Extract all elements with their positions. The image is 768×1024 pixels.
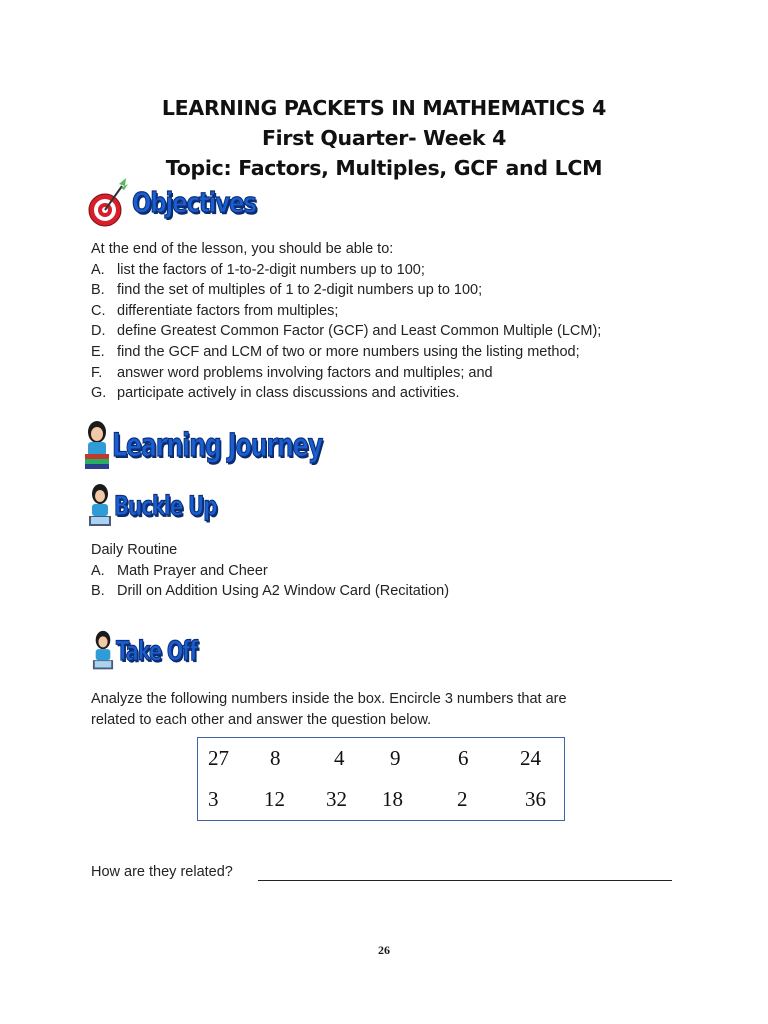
teacher-laptop-icon — [92, 630, 114, 672]
learning-journey-heading: Learning Journey — [112, 426, 323, 464]
number-cell[interactable]: 18 — [382, 787, 403, 811]
daily-routine-list — [91, 540, 449, 602]
list-item: A. list the factors of 1-to-2-digit numbers up to 100; — [91, 261, 425, 278]
number-cell[interactable]: 3 — [208, 787, 219, 811]
objectives-heading: Objectives — [132, 185, 256, 219]
buckle-up-heading: Buckle Up — [114, 490, 217, 522]
learning-journey-banner — [82, 420, 396, 470]
list-item: F. answer word problems involving factors and multiples; and — [91, 364, 493, 381]
take-off-instructions — [91, 689, 651, 730]
number-cell[interactable]: 6 — [458, 746, 469, 770]
answer-blank[interactable] — [258, 880, 672, 881]
number-cell[interactable]: 24 — [520, 746, 541, 770]
title-line-2: First Quarter- Week 4 — [261, 126, 507, 150]
teacher-reading-icon — [82, 420, 112, 470]
buckle-up-banner — [88, 484, 252, 528]
list-item: C. differentiate factors from multiples; — [91, 302, 339, 319]
objectives-list — [91, 239, 601, 404]
number-cell[interactable]: 12 — [264, 787, 285, 811]
number-box — [197, 737, 565, 821]
daily-routine-intro: Daily Routine — [91, 542, 178, 558]
instruction-line-2: related to each other and answer the question below. — [91, 711, 432, 728]
take-off-banner — [92, 630, 229, 672]
title-line-1: LEARNING PACKETS IN MATHEMATICS 4 — [161, 96, 607, 120]
question-text: How are they related? — [91, 864, 233, 880]
page-number: 26 — [378, 943, 390, 957]
list-item: E. find the GCF and LCM of two or more numbers using the listing method; — [91, 343, 580, 360]
number-cell[interactable]: 8 — [270, 746, 281, 770]
number-cell[interactable]: 36 — [525, 787, 546, 811]
number-cell[interactable]: 4 — [334, 746, 345, 770]
number-cell[interactable]: 32 — [326, 787, 347, 811]
number-cell[interactable]: 2 — [457, 787, 468, 811]
target-dart-icon — [88, 176, 128, 228]
list-item: B. Drill on Addition Using A2 Window Card (Recitation) — [91, 583, 450, 600]
instruction-line-1: Analyze the following numbers inside the box. Encircle 3 numbers that are — [91, 691, 567, 707]
list-item: B. find the set of multiples of 1 to 2-digit numbers up to 100; — [91, 282, 483, 299]
title-line-3: Topic: Factors, Multiples, GCF and LCM — [165, 156, 603, 180]
number-cell[interactable]: 9 — [390, 746, 401, 770]
number-cell[interactable]: 27 — [208, 746, 229, 770]
page-title-block — [0, 93, 768, 183]
objectives-intro: At the end of the lesson, you should be able to: — [91, 241, 394, 257]
teacher-laptop-icon — [88, 484, 112, 528]
objectives-banner — [88, 176, 283, 228]
list-item: D. define Greatest Common Factor (GCF) and Least Common Multiple (LCM); — [91, 323, 602, 340]
list-item: G. participate actively in class discussions and activities. — [91, 385, 460, 402]
list-item: A. Math Prayer and Cheer — [91, 562, 268, 579]
take-off-heading: Take Off — [116, 635, 198, 667]
